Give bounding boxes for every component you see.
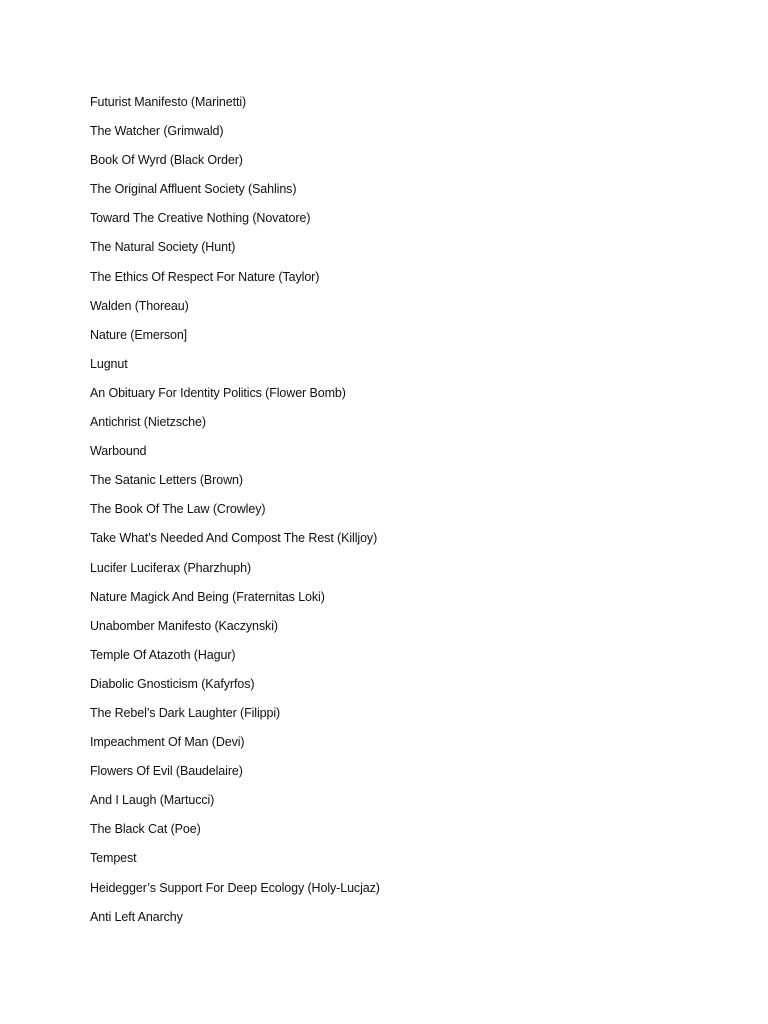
list-item: Book Of Wyrd (Black Order) [90, 153, 243, 168]
list-item: Impeachment Of Man (Devi) [90, 735, 245, 750]
list-item: Unabomber Manifesto (Kaczynski) [90, 618, 278, 633]
list-item: Diabolic Gnosticism (Kafyrfos) [90, 676, 255, 691]
list-item: An Obituary For Identity Politics (Flower Bomb) [90, 385, 346, 400]
list-item: Temple Of Atazoth (Hagur) [90, 647, 236, 662]
list-item: The Book Of The Law (Crowley) [90, 502, 266, 517]
list-item: Nature (Emerson] [90, 327, 188, 342]
list-item: The Natural Society (Hunt) [90, 240, 236, 255]
list-item: Futurist Manifesto (Marinetti) [90, 95, 247, 109]
list-item: Heidegger’s Support For Deep Ecology (Holy-Lucjaz) [90, 880, 380, 895]
list-item: Take What’s Needed And Compost The Rest (Killjoy) [90, 531, 378, 546]
list-item: Toward The Creative Nothing (Novatore) [90, 211, 311, 226]
list-item: The Watcher (Grimwald) [90, 124, 224, 139]
list-item: Nature Magick And Being (Fraternitas Loki) [90, 589, 325, 604]
list-item: Walden (Thoreau) [90, 298, 189, 313]
list-item: Tempest [90, 851, 137, 866]
list-item: The Satanic Letters (Brown) [90, 473, 243, 488]
list-item: The Ethics Of Respect For Nature (Taylor) [90, 269, 320, 284]
list-item: Anti Left Anarchy [90, 909, 183, 924]
reading-list [90, 92, 380, 936]
list-item: Lugnut [90, 356, 128, 371]
list-item: The Original Affluent Society (Sahlins) [90, 182, 297, 197]
list-item: Warbound [90, 444, 147, 459]
list-item: Antichrist (Nietzsche) [90, 415, 206, 430]
list-item: Lucifer Luciferax (Pharzhuph) [90, 560, 252, 575]
list-item: And I Laugh (Martucci) [90, 793, 215, 808]
list-item: The Black Cat (Poe) [90, 822, 201, 837]
list-item: The Rebel’s Dark Laughter (Filippi) [90, 705, 281, 720]
list-item: Flowers Of Evil (Baudelaire) [90, 764, 243, 779]
